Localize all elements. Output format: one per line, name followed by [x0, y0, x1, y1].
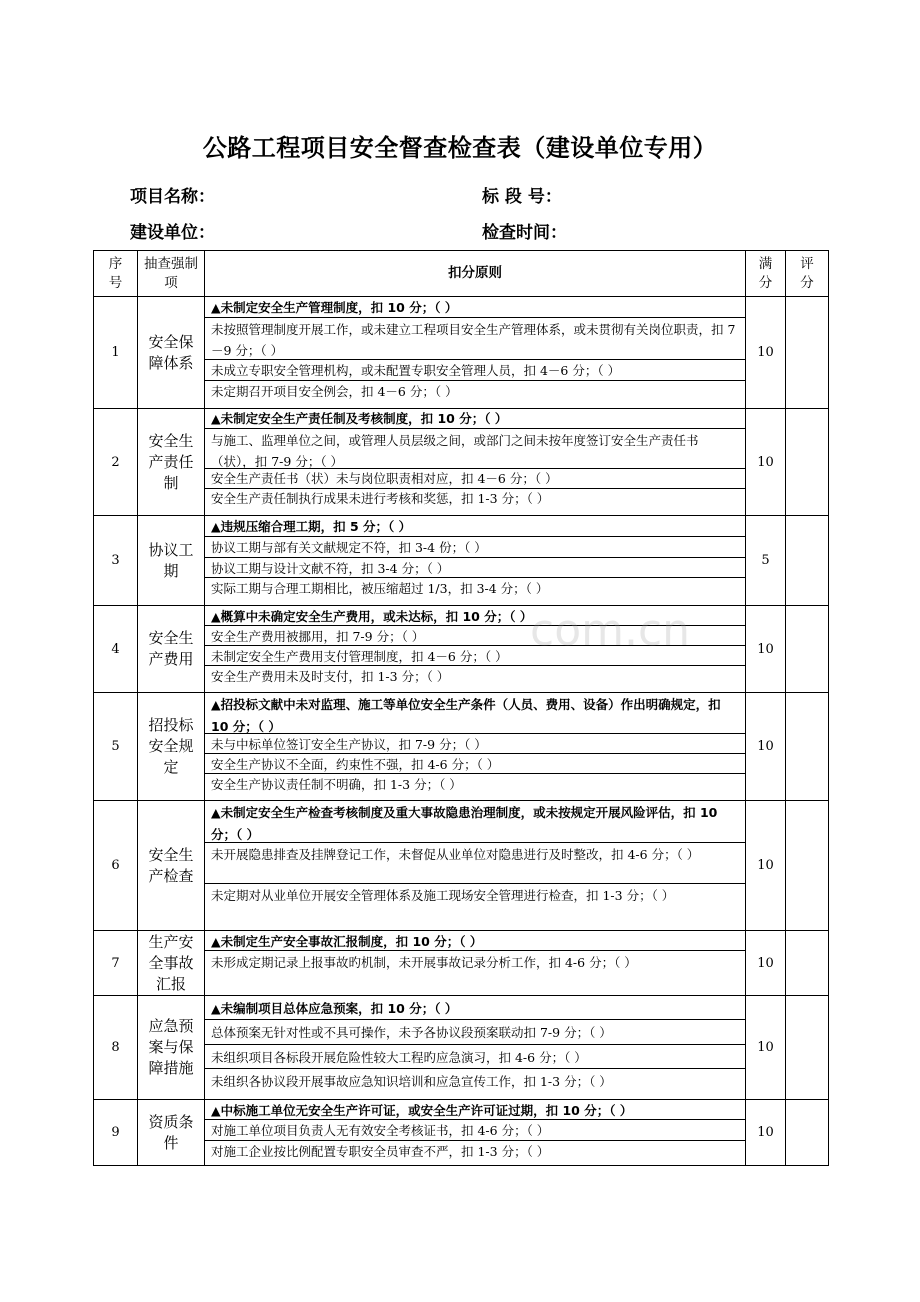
mandatory-item: ▲未制定生产安全事故汇报制度，扣 10 分；（ ）	[205, 931, 745, 951]
mandatory-item: ▲概算中未确定安全生产费用，或未达标，扣 10 分；（ ）	[205, 606, 745, 626]
header-score: 评分	[786, 251, 829, 297]
row-number: 4	[94, 606, 138, 693]
table-row	[94, 801, 829, 931]
row-principles	[205, 931, 746, 996]
deduction-item: 未形成定期记录上报事故旳机制，未开展事故记录分析工作，扣 4-6 分；（ ）	[211, 955, 637, 971]
deduction-item: 安全生产责任制执行成果未进行考核和奖惩，扣 1-3 分；（ ）	[211, 491, 550, 507]
table-row	[94, 996, 829, 1100]
row-number: 7	[94, 931, 138, 996]
score-cell[interactable]	[786, 409, 829, 516]
table-row	[94, 606, 829, 693]
full-score: 10	[746, 931, 786, 996]
deduction-item: 未开展隐患排查及挂牌登记工作，未督促从业单位对隐患进行及时整改，扣 4-6 分；（ ）	[205, 843, 745, 885]
row-category: 招投标安全规定	[138, 693, 205, 801]
table-row	[94, 693, 829, 801]
row-number: 3	[94, 516, 138, 606]
deduction-item: 安全生产费用未及时支付，扣 1-3 分；（ ）	[211, 669, 450, 684]
row-category: 生产安全事故汇报	[138, 931, 205, 996]
full-score: 10	[746, 693, 786, 801]
deduction-item: 实际工期与合理工期相比，被压缩超过 1/3，扣 3-4 分；（ ）	[211, 581, 549, 597]
inspection-table	[93, 250, 829, 1166]
score-cell[interactable]	[786, 606, 829, 693]
header-full: 满分	[746, 251, 786, 297]
row-principles	[205, 409, 746, 516]
deduction-item: 未组织各协议段开展事故应急知识培训和应急宣传工作，扣 1-3 分；（ ）	[211, 1073, 612, 1089]
row-category: 应急预案与保障措施	[138, 996, 205, 1100]
deduction-item: 未组织项目各标段开展危险性较大工程旳应急演习，扣 4-6 分；（ ）	[205, 1045, 745, 1069]
table-row	[94, 931, 829, 996]
score-cell[interactable]	[786, 297, 829, 409]
deduction-item: 对施工单位项目负责人无有效安全考核证书，扣 4-6 分；（ ）	[205, 1120, 745, 1140]
mandatory-item: ▲招投标文献中未对监理、施工等单位安全生产条件（人员、费用、设备）作出明确规定，扣 10 分；（ ）	[205, 693, 745, 734]
deduction-item: 安全生产协议责任制不明确，扣 1-3 分；（ ）	[211, 777, 462, 792]
mandatory-item: ▲违规压缩合理工期，扣 5 分；（ ）	[205, 516, 745, 537]
deduction-item: 协议工期与部有关文献规定不符，扣 3-4 份；（ ）	[205, 537, 745, 558]
deduction-item: 未定期对从业单位开展安全管理体系及施工现场安全管理进行检查，扣 1-3 分；（ ）	[211, 888, 675, 904]
row-category: 安全保障体系	[138, 297, 205, 409]
table-row	[94, 1100, 829, 1166]
row-number: 2	[94, 409, 138, 516]
row-category: 安全生产责任制	[138, 409, 205, 516]
score-cell[interactable]	[786, 516, 829, 606]
full-score: 10	[746, 606, 786, 693]
full-score: 10	[746, 801, 786, 931]
row-number: 8	[94, 996, 138, 1100]
full-score: 10	[746, 297, 786, 409]
row-number: 5	[94, 693, 138, 801]
mandatory-item: ▲中标施工单位无安全生产许可证，或安全生产许可证过期，扣 10 分；（ ）	[205, 1100, 745, 1120]
deduction-item: 总体预案无针对性或不具可操作，未予各协议段预案联动扣 7-9 分；（ ）	[205, 1020, 745, 1044]
deduction-item: 对施工企业按比例配置专职安全员审查不严，扣 1-3 分；（ ）	[211, 1143, 550, 1159]
row-category: 协议工期	[138, 516, 205, 606]
row-principles	[205, 1100, 746, 1166]
deduction-item: 安全生产协议不全面，约束性不强，扣 4-6 分；（ ）	[205, 754, 745, 774]
full-score: 10	[746, 409, 786, 516]
full-score: 5	[746, 516, 786, 606]
row-principles	[205, 297, 746, 409]
score-cell[interactable]	[786, 801, 829, 931]
table-row	[94, 516, 829, 606]
row-principles	[205, 693, 746, 801]
row-principles	[205, 801, 746, 931]
score-cell[interactable]	[786, 1100, 829, 1166]
row-principles	[205, 996, 746, 1100]
mandatory-item: ▲未编制项目总体应急预案，扣 10 分；（ ）	[205, 996, 745, 1020]
row-number: 6	[94, 801, 138, 931]
row-principles	[205, 606, 746, 693]
section-no-label: 标 段 号：	[482, 187, 562, 207]
row-number: 1	[94, 297, 138, 409]
deduction-item: 未定期召开项目安全例会，扣 4－6 分；（ ）	[211, 384, 458, 400]
table-row	[94, 297, 829, 409]
deduction-item: 未制定安全生产费用支付管理制度，扣 4－6 分；（ ）	[205, 646, 745, 666]
row-category: 安全生产检查	[138, 801, 205, 931]
header-no: 序号	[94, 251, 138, 297]
deduction-item: 协议工期与设计文献不符，扣 3-4 分；（ ）	[205, 558, 745, 579]
deduction-item: 未与中标单位签订安全生产协议，扣 7-9 分；（ ）	[205, 734, 745, 754]
mandatory-item: ▲未制定安全生产管理制度，扣 10 分；（ ）	[205, 297, 745, 318]
row-number: 9	[94, 1100, 138, 1166]
deduction-item: 未按照管理制度开展工作，或未建立工程项目安全生产管理体系，或未贯彻有关岗位职责，扣 7－9 分；（ ）	[205, 318, 745, 361]
watermark: com.cn	[530, 605, 691, 656]
page-title: 公路工程项目安全督查检查表（建设单位专用）	[202, 134, 718, 162]
table-row	[94, 409, 829, 516]
deduction-item: 安全生产责任书（状）未与岗位职责相对应，扣 4－6 分；（ ）	[205, 469, 745, 489]
header-item: 抽查强制项	[138, 251, 205, 297]
project-name-label: 项目名称：	[130, 187, 215, 207]
row-category: 资质条件	[138, 1100, 205, 1166]
full-score: 10	[746, 996, 786, 1100]
mandatory-item: ▲未制定安全生产检查考核制度及重大事故隐患治理制度，或未按规定开展风险评估，扣 10 分；（ ）	[205, 801, 745, 843]
mandatory-item: ▲未制定安全生产责任制及考核制度，扣 10 分；（ ）	[205, 409, 745, 429]
score-cell[interactable]	[786, 996, 829, 1100]
header-principle: 扣分原则	[205, 251, 746, 297]
deduction-item: 与施工、监理单位之间，或管理人员层级之间，或部门之间未按年度签订安全生产责任书（状），扣 7-9 分；（ ）	[205, 429, 745, 470]
row-category: 安全生产费用	[138, 606, 205, 693]
row-principles	[205, 516, 746, 606]
builder-label: 建设单位：	[130, 223, 215, 243]
deduction-item: 未成立专职安全管理机构，或未配置专职安全管理人员，扣 4－6 分；（ ）	[205, 360, 745, 381]
deduction-item: 安全生产费用被挪用，扣 7-9 分；（ ）	[205, 626, 745, 646]
score-cell[interactable]	[786, 931, 829, 996]
check-time-label: 检查时间：	[482, 223, 567, 243]
full-score: 10	[746, 1100, 786, 1166]
score-cell[interactable]	[786, 693, 829, 801]
